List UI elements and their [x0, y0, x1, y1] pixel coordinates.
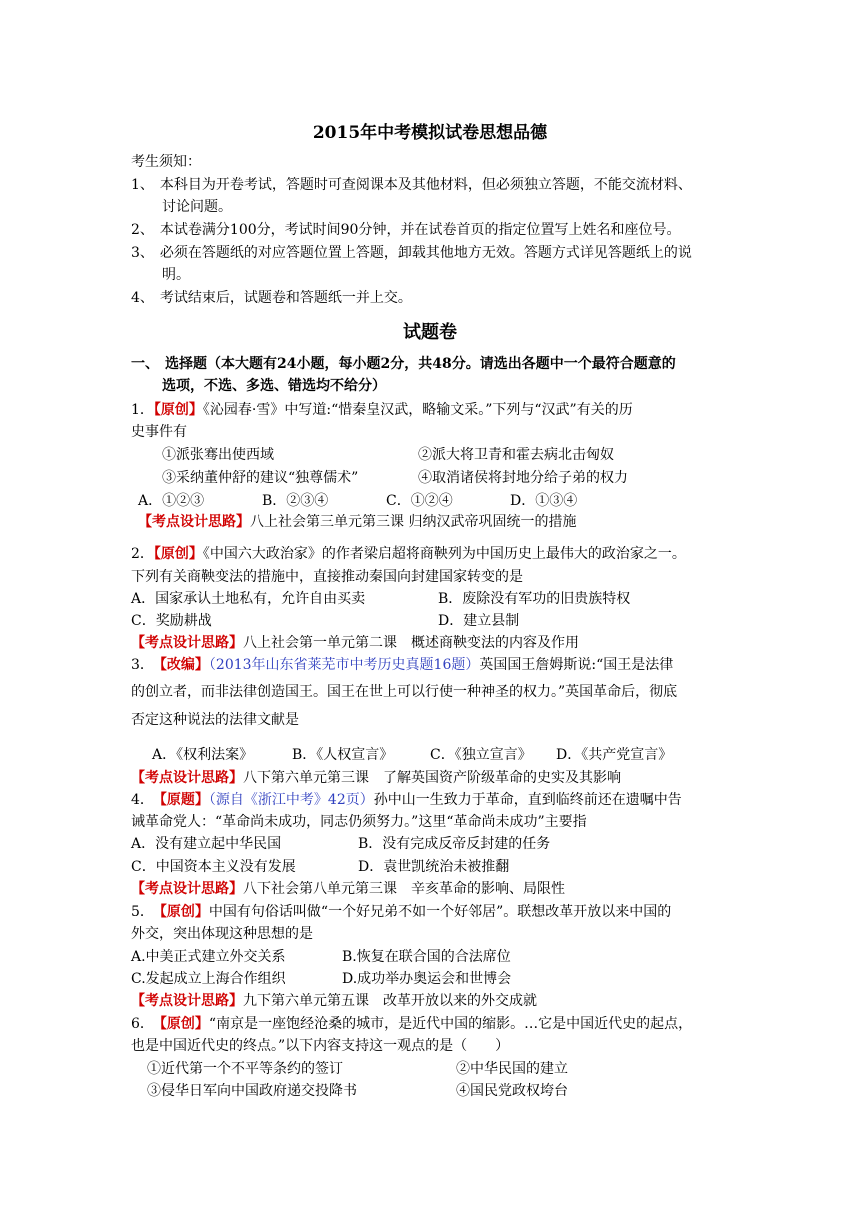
q6-item-4: ④国民党政权垮台	[456, 1083, 568, 1099]
question-tag: 【原创】	[153, 546, 203, 562]
notice-num: 3、	[131, 245, 154, 261]
question-text: 孙中山一生致力于革命，直到临终前还在遗嘱中告	[373, 792, 682, 808]
question-3-cont: 的创立者，而非法律创造国王。国王在世上可以行使一种神圣的权力。”英国革命后，彻底	[131, 684, 678, 700]
q1-item-1: ①派张骞出使西域	[162, 447, 274, 463]
design-tag: 【考点设计思路】	[131, 993, 243, 1009]
question-3-cont-2: 否定这种说法的法律文献是	[131, 712, 299, 728]
question-1	[131, 400, 633, 420]
question-4-cont: 诫革命党人：“革命尚未成功，同志仍须努力。”这里“革命尚未成功”主要指	[131, 814, 587, 830]
question-tag: 【原创】	[153, 402, 203, 418]
question-6-cont: 也是中国近代史的终点。”以下内容支持这一观点的是（ ）	[131, 1038, 510, 1054]
q6-item-2: ②中华民国的建立	[456, 1061, 568, 1077]
notice-text: 考试结束后，试题卷和答题纸一并上交。	[159, 290, 412, 306]
question-number: 2．	[131, 546, 154, 562]
question-number: 6．	[131, 1016, 154, 1032]
question-number: 3．	[131, 657, 154, 673]
q1-item-4: ④取消诸侯将封地分给子弟的权力	[418, 470, 628, 486]
question-text: 《中国六大政治家》的作者梁启超将商鞅列为中国历史上最伟大的政治家之一。	[202, 546, 686, 562]
q3-option-b: B．《人权宣言》	[292, 747, 394, 763]
q4-option-d: D．袁世凯统治未被推翻	[358, 859, 510, 875]
notice-num: 1、	[131, 177, 154, 193]
q4-option-b: B．没有完成反帝反封建的任务	[358, 836, 551, 852]
question-4	[131, 790, 682, 810]
q2-option-d: D．建立县制	[438, 613, 520, 629]
q3-design	[131, 768, 621, 788]
question-source: （2013年山东省莱芜市中考历史真题16题）	[208, 657, 480, 673]
q1-option-a: A．①②③	[138, 493, 205, 509]
q3-option-c: C．《独立宣言》	[430, 747, 532, 763]
q2-option-b: B．废除没有军功的旧贵族特权	[438, 591, 631, 607]
notice-item-4	[131, 288, 412, 308]
design-text: 八下社会第八单元第三课 辛亥革命的影响、局限性	[243, 881, 565, 897]
notice-item-3-cont: 明。	[162, 267, 190, 283]
question-tag: 【改编】	[159, 657, 209, 673]
part1-num: 一、	[131, 356, 159, 372]
design-tag: 【考点设计思路】	[131, 635, 243, 651]
q5-option-c: C.发起成立上海合作组织	[131, 971, 286, 987]
part1-text: 选择题（本大题有24小题，每小题2分，共48分。请选出各题中一个最符合题意的	[165, 356, 676, 372]
q5-option-d: D.成功举办奥运会和世博会	[342, 971, 512, 987]
question-5-cont: 外交，突出体现这种思想的是	[131, 926, 313, 942]
question-source: （源自《浙江中考》42页）	[208, 792, 374, 808]
q1-option-d: D．①③④	[510, 493, 578, 509]
question-text: 中国有句俗话叫做“一个好兄弟不如一个好邻居”。联想改革开放以来中国的	[208, 904, 672, 920]
notice-text: 本科目为开卷考试，答题时可查阅课本及其他材料，但必须独立答题，不能交流材料、	[159, 177, 692, 193]
question-2	[131, 544, 686, 564]
q1-option-c: C．①②④	[386, 493, 453, 509]
question-text: “南京是一座饱经沧桑的城市，是近代中国的缩影。…它是中国近代史的起点，	[208, 1016, 693, 1032]
notice-text: 必须在答题纸的对应答题位置上答题，卸载其他地方无效。答题方式详见答题纸上的说	[159, 245, 692, 261]
q1-option-b: B．②③④	[262, 493, 329, 509]
q3-option-a: A．《权利法案》	[152, 747, 254, 763]
question-text: 《沁园春·雪》中写道:“惜秦皇汉武，略输文采。”下列与“汉武”有关的历	[202, 402, 633, 418]
notice-item-2	[131, 220, 680, 240]
question-1-cont: 史事件有	[131, 424, 187, 440]
section-title: 试题卷	[403, 322, 457, 343]
notice-item-1-cont: 讨论问题。	[162, 199, 232, 215]
q1-item-2: ②派大将卫青和霍去病北击匈奴	[418, 447, 614, 463]
design-text: 八下第六单元第三课 了解英国资产阶级革命的史实及其影响	[243, 770, 621, 786]
design-tag: 【考点设计思路】	[131, 881, 243, 897]
notice-num: 4、	[131, 290, 154, 306]
q1-design	[138, 512, 576, 532]
q4-design	[131, 879, 565, 899]
question-6	[131, 1014, 692, 1034]
notice-num: 2、	[131, 222, 154, 238]
question-number: 1．	[131, 402, 154, 418]
notice-text: 本试卷满分100分，考试时间90分钟，并在试卷首页的指定位置写上姓名和座位号。	[159, 222, 681, 238]
question-tag: 【原创】	[159, 904, 209, 920]
q5-option-b: B.恢复在联合国的合法席位	[342, 949, 511, 965]
page-title: 2015年中考模拟试卷思想品德	[312, 123, 548, 143]
q4-option-c: C．中国资本主义没有发展	[131, 859, 296, 875]
question-number: 4．	[131, 792, 154, 808]
question-number: 5．	[131, 904, 154, 920]
question-tag: 【原题】	[159, 792, 209, 808]
q6-item-1: ①近代第一个不平等条约的签订	[147, 1061, 343, 1077]
design-tag: 【考点设计思路】	[138, 514, 250, 530]
q4-option-a: A．没有建立起中华民国	[131, 836, 282, 852]
question-5	[131, 902, 671, 922]
q3-option-d: D．《共产党宣言》	[556, 747, 673, 763]
question-3	[131, 655, 673, 675]
q2-option-a: A．国家承认土地私有，允许自由买卖	[131, 591, 366, 607]
q1-item-3: ③采纳董仲舒的建议“独尊儒术”	[162, 470, 359, 486]
q2-option-c: C．奖励耕战	[131, 613, 212, 629]
q5-option-a: A.中美正式建立外交关系	[131, 949, 286, 965]
design-text: 八上社会第三单元第三课 归纳汉武帝巩固统一的措施	[250, 514, 577, 530]
notice-item-1	[131, 175, 692, 195]
notice-item-3	[131, 243, 692, 263]
question-2-cont: 下列有关商鞅变法的措施中，直接推动秦国向封建国家转变的是	[131, 569, 523, 585]
part1-heading-cont: 选项，不选、多选、错选均不给分）	[162, 378, 386, 394]
q2-design	[131, 633, 579, 653]
design-text: 九下第六单元第五课 改革开放以来的外交成就	[243, 993, 537, 1009]
q6-item-3: ③侵华日军向中国政府递交投降书	[147, 1083, 357, 1099]
part1-heading	[131, 354, 676, 374]
notice-heading: 考生须知：	[131, 154, 201, 170]
design-tag: 【考点设计思路】	[131, 770, 243, 786]
design-text: 八上社会第一单元第二课 概述商鞅变法的内容及作用	[243, 635, 579, 651]
q5-design	[131, 991, 537, 1011]
question-text: 英国国王詹姆斯说:“国王是法律	[479, 657, 674, 673]
question-tag: 【原创】	[159, 1016, 209, 1032]
